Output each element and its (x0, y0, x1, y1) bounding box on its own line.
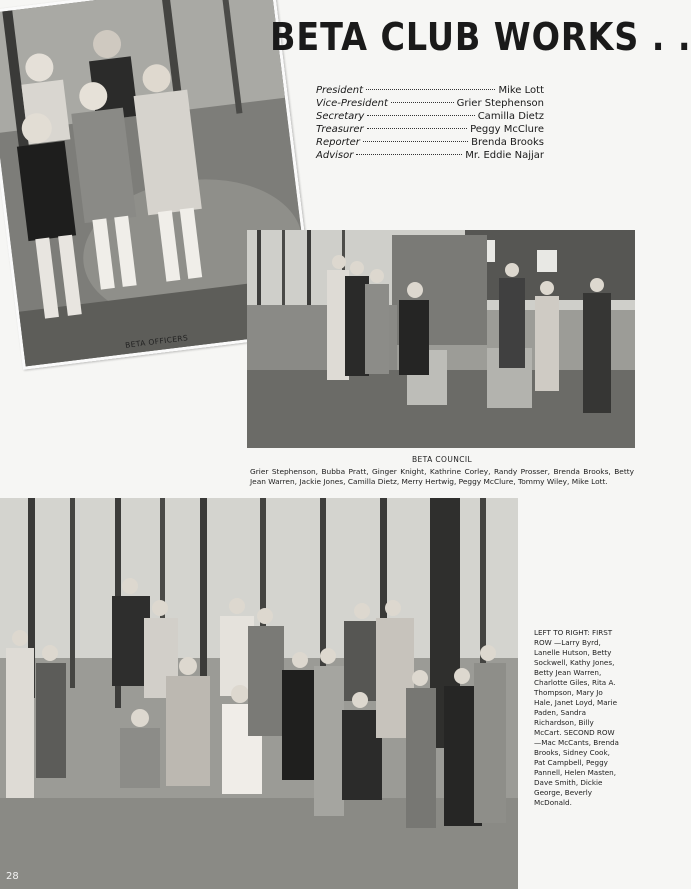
officer-name: Brenda Brooks (471, 137, 544, 148)
dot-leader (363, 141, 468, 142)
officer-name: Camilla Dietz (477, 111, 544, 122)
officers-list (316, 84, 544, 162)
officer-role: Advisor (316, 150, 354, 161)
beta-club-group-photo (0, 498, 518, 889)
officer-name: Mr. Eddie Najjar (465, 150, 544, 161)
officer-role: Reporter (316, 137, 360, 148)
group-photo-caption: LEFT TO RIGHT: FIRST ROW —Larry Byrd, Lanelle Hutson, Betty Sockwell, Kathy Jones, Betty Jean Warren, Charlotte Giles, Rita A. Thompson, Mary Jo Hale, Janet Loyd, Marie Paden, Sandra Richardson, Billy McCart. SECOND ROW—Mac McCants, Brenda Brooks, Sidney Cook, Pat Campbell, Peggy Pannell, Helen Masten, Dave Smith, Dickie George, Beverly McDonald. (534, 628, 619, 807)
officer-role: Secretary (316, 111, 365, 122)
dot-leader (366, 89, 495, 90)
dot-leader (367, 115, 474, 116)
council-names-caption: Grier Stephenson, Bubba Pratt, Ginger Knight, Kathrine Corley, Randy Prosser, Brenda Brooks, Betty Jean Warren, Jackie Jones, Camilla Dietz, Merry Hertwig, Peggy McClure, Tommy Wiley, Mike Lott. (250, 467, 634, 486)
dot-leader (356, 154, 462, 155)
officer-row-treasurer (316, 123, 544, 136)
council-photo-caption: BETA COUNCIL (412, 455, 473, 464)
officer-name: Peggy McClure (470, 124, 544, 135)
page-number: 28 (6, 871, 19, 882)
officer-role: President (316, 85, 364, 96)
officer-row-secretary (316, 110, 544, 123)
dot-leader (367, 128, 467, 129)
officer-name: Mike Lott (498, 85, 544, 96)
dot-leader (391, 102, 454, 103)
officers-photo-caption: BETA OFFICERS (124, 333, 189, 350)
officer-row-advisor (316, 149, 544, 162)
officer-name: Grier Stephenson (456, 98, 544, 109)
officer-role: Vice-President (316, 98, 388, 109)
page-title: BETA CLUB WORKS . . (270, 15, 691, 59)
beta-council-photo (247, 230, 635, 448)
officer-row-reporter (316, 136, 544, 149)
officer-role: Treasurer (316, 124, 364, 135)
officer-row-president (316, 84, 544, 97)
officer-row-vice-president (316, 97, 544, 110)
